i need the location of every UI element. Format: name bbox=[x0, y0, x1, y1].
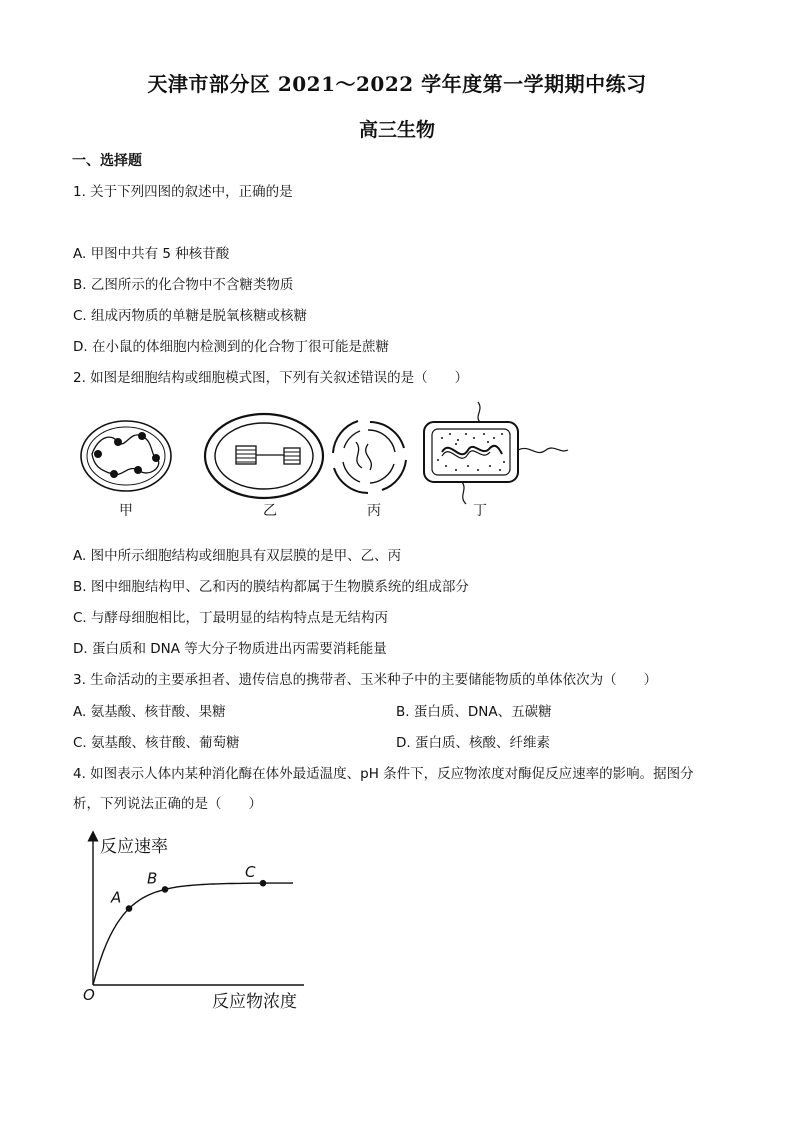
question-2-option-b: B. 图中细胞结构甲、乙和丙的膜结构都属于生物膜系统的组成部分 bbox=[73, 579, 469, 595]
point-label-c: C bbox=[245, 863, 256, 882]
question-1-stem: 1. 关于下列四图的叙述中，正确的是 bbox=[73, 184, 293, 200]
section-heading: 一、选择题 bbox=[72, 153, 142, 169]
figure-label-bing: 丙 bbox=[367, 503, 381, 519]
question-2-option-d: D. 蛋白质和 DNA 等大分子物质进出丙需要消耗能量 bbox=[73, 641, 387, 657]
page-title: 天津市部分区 2021～2022 学年度第一学期期中练习 bbox=[147, 72, 647, 96]
structure-bing-icon bbox=[333, 421, 406, 493]
origin-label: O bbox=[83, 986, 95, 1004]
structure-jia-icon bbox=[81, 421, 171, 491]
cell-structure-figure bbox=[70, 398, 570, 526]
reaction-rate-chart bbox=[76, 830, 316, 1020]
question-1-option-a: A. 甲图中共有 5 种核苷酸 bbox=[73, 246, 230, 262]
question-3-option-a: A. 氨基酸、核苷酸、果糖 bbox=[73, 704, 226, 720]
x-axis-label: 反应物浓度 bbox=[212, 992, 297, 1012]
question-2-option-c: C. 与酵母细胞相比，丁最明显的结构特点是无结构丙 bbox=[73, 610, 389, 626]
question-2-stem: 2. 如图是细胞结构或细胞模式图，下列有关叙述错误的是（ ） bbox=[73, 370, 469, 386]
point-a bbox=[126, 905, 133, 912]
question-3-option-b: B. 蛋白质、DNA、五碳糖 bbox=[396, 704, 552, 720]
question-2-option-a: A. 图中所示细胞结构或细胞具有双层膜的是甲、乙、丙 bbox=[73, 548, 402, 564]
figure-label-ding: 丁 bbox=[473, 503, 487, 519]
structure-yi-icon bbox=[205, 414, 323, 498]
question-3-option-c: C. 氨基酸、核苷酸、葡萄糖 bbox=[73, 735, 240, 751]
point-label-a: A bbox=[111, 888, 122, 907]
question-1-option-b: B. 乙图所示的化合物中不含糖类物质 bbox=[73, 277, 294, 293]
question-3-option-d: D. 蛋白质、核酸、纤维素 bbox=[396, 735, 550, 751]
figure-label-jia: 甲 bbox=[119, 503, 133, 519]
question-1-option-d: D. 在小鼠的体细胞内检测到的化合物丁很可能是蔗糖 bbox=[73, 339, 389, 355]
point-c bbox=[260, 880, 267, 887]
question-4-stem-line-1: 4. 如图表示人体内某种消化酶在体外最适温度、pH 条件下，反应物浓度对酶促反应速率的影响。据图分 bbox=[73, 766, 694, 782]
rate-curve bbox=[93, 883, 293, 985]
structure-ding-icon bbox=[424, 402, 568, 504]
question-1-option-c: C. 组成丙物质的单糖是脱氧核糖或核糖 bbox=[73, 308, 308, 324]
question-3-stem: 3. 生命活动的主要承担者、遗传信息的携带者、玉米种子中的主要储能物质的单体依次为（ ） bbox=[73, 672, 658, 688]
figure-label-yi: 乙 bbox=[263, 503, 277, 519]
point-b bbox=[162, 886, 169, 893]
page-subtitle: 高三生物 bbox=[358, 119, 435, 141]
question-4-stem-line-2: 析，下列说法正确的是（ ） bbox=[73, 796, 262, 812]
point-label-b: B bbox=[147, 869, 158, 888]
y-axis-label: 反应速率 bbox=[100, 837, 168, 857]
